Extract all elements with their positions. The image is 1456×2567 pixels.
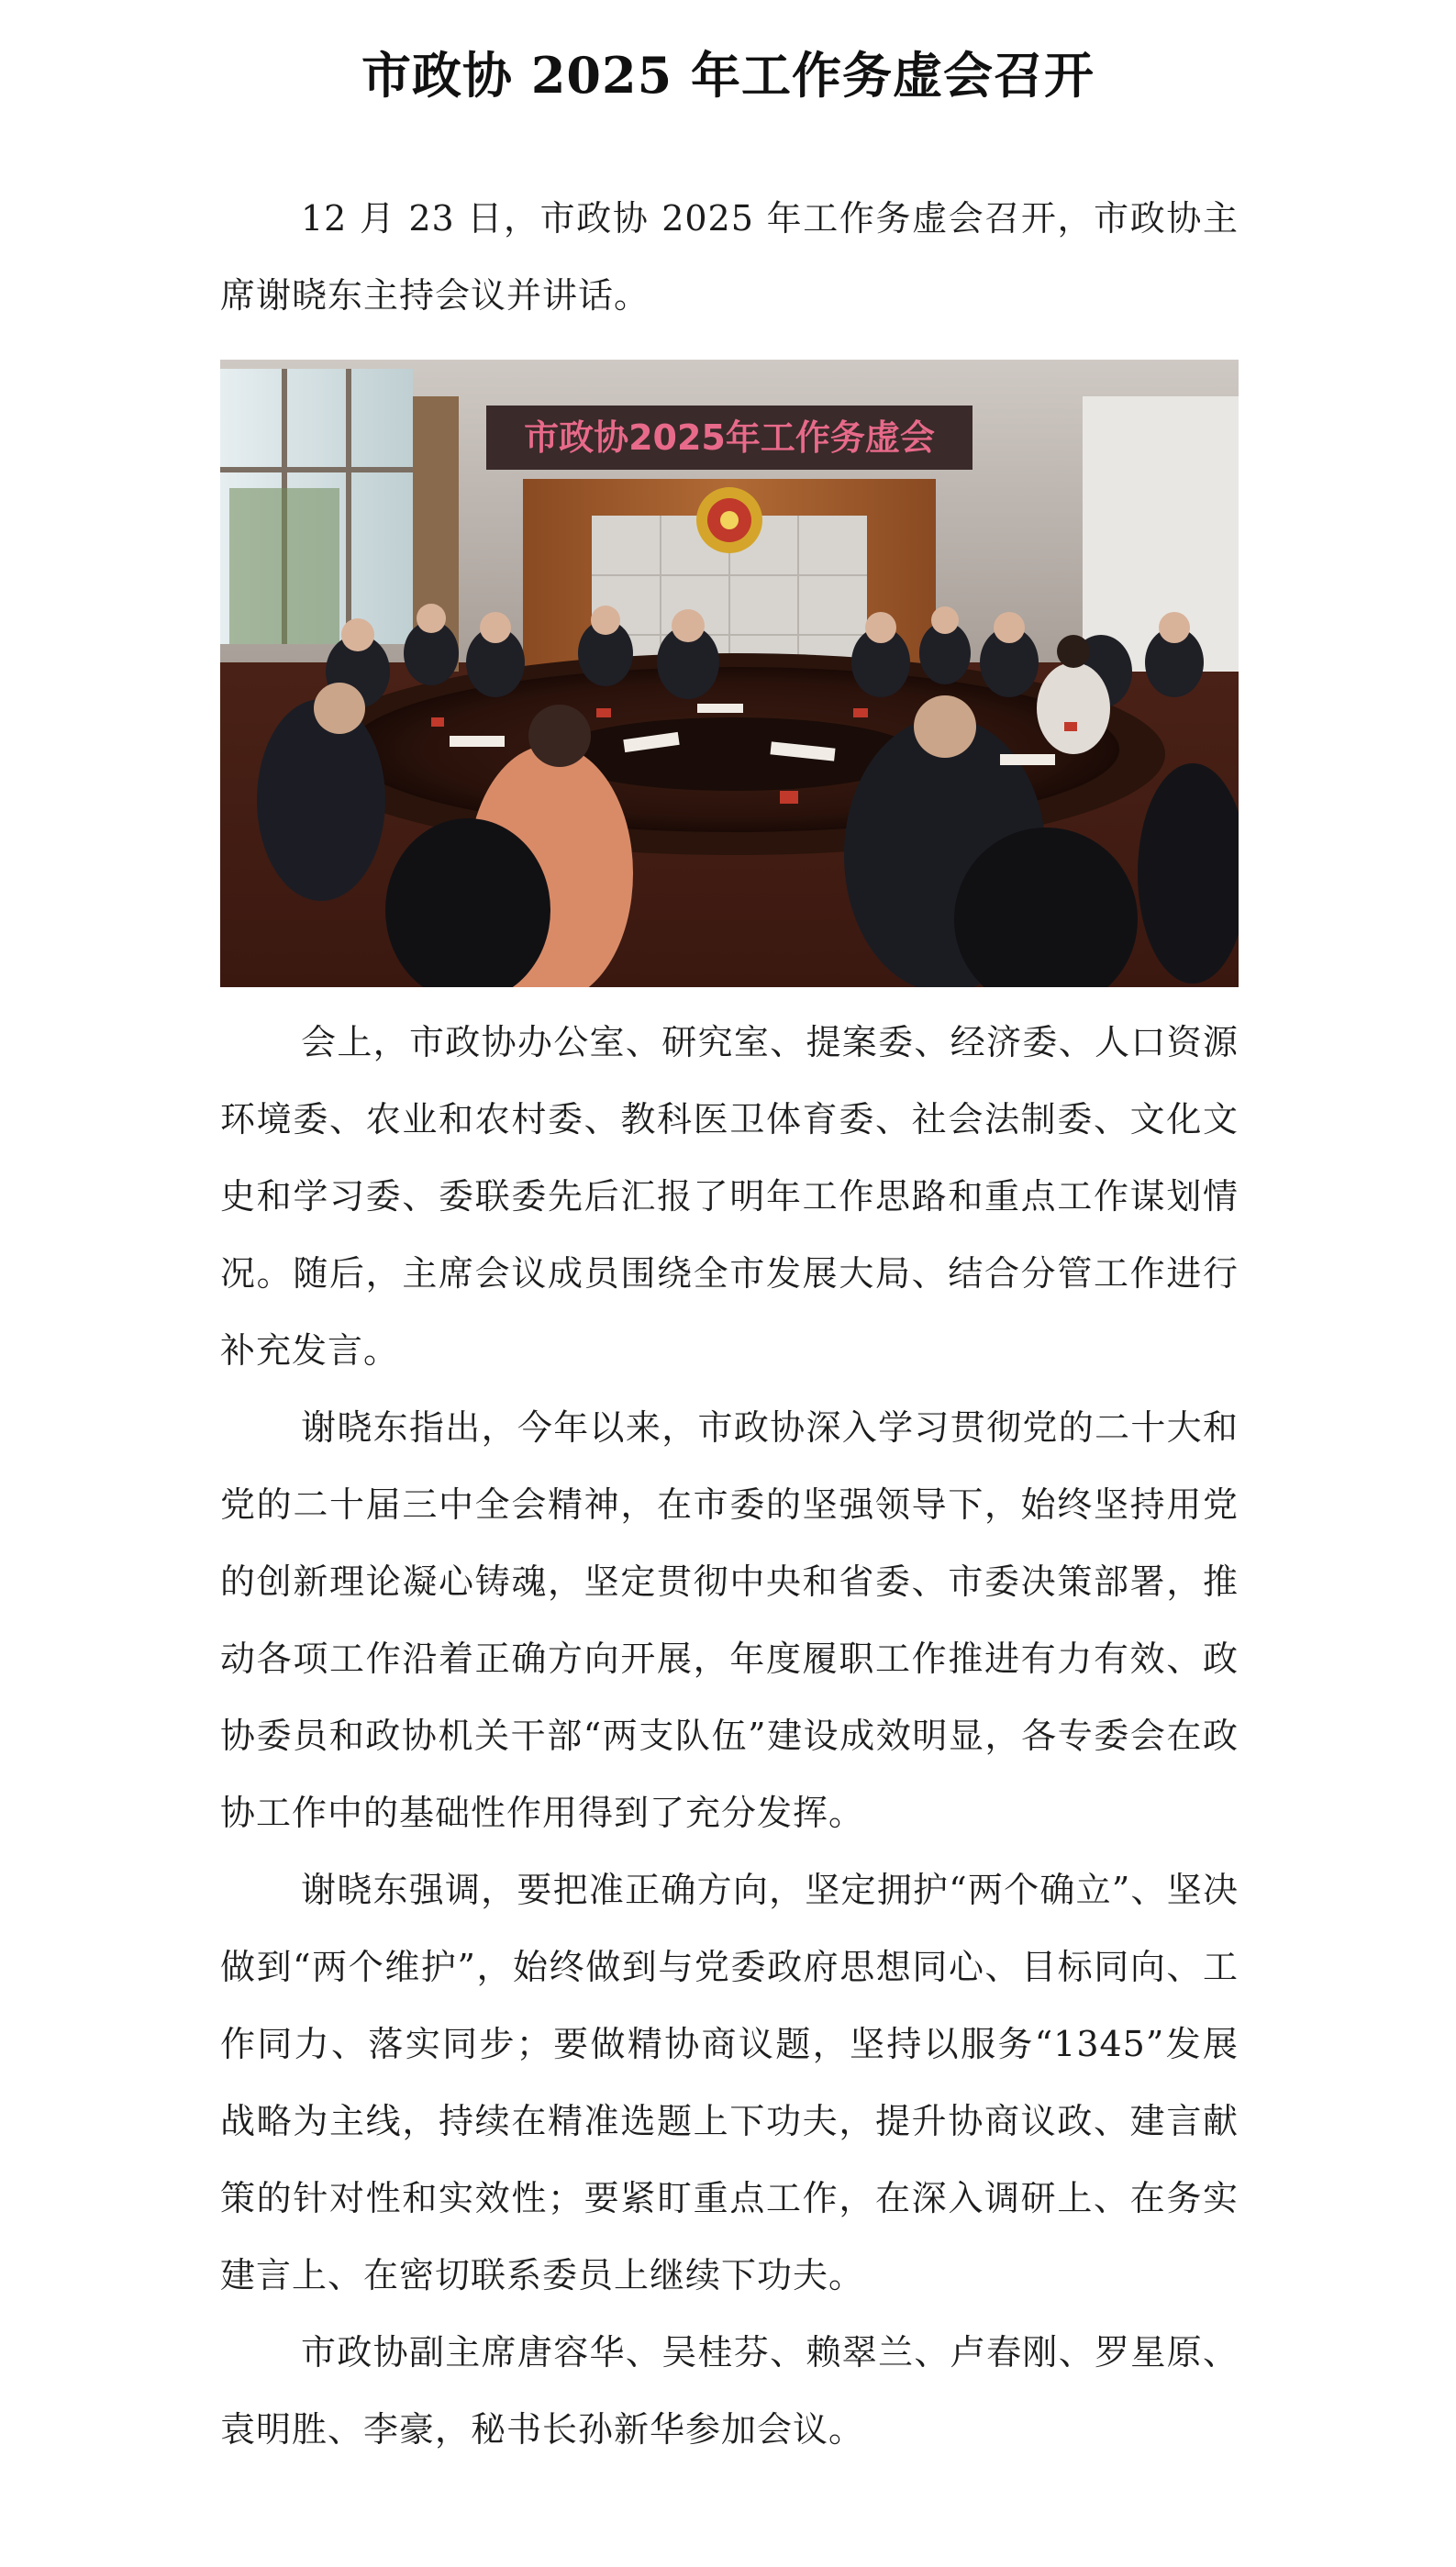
paragraph-reports: 会上，市政协办公室、研究室、提案委、经济委、人口资源环境委、农业和农村委、教科医卫体育委、社会法制委、文化文史和学习委、委联委先后汇报了明年工作思路和重点工作谋划情况。随后，主席会议成员围绕全市发展大局、结合分管工作进行补充发言。	[220, 1022, 1239, 1371]
paragraph-requirements: 谢晓东强调，要把准正确方向，坚定拥护“两个确立”、坚决做到“两个维护”，始终做到与党委政府思想同心、目标同向、工作同力、落实同步；要做精协商议题，坚持以服务“1345”发展战略为主线，持续在精准选题上下功夫，提升协商议政、建言献策的针对性和实效性；要紧盯重点工作，在深入调研上、在务实建言上、在密切联系委员上继续下功夫。	[220, 1870, 1239, 2295]
meeting-photo	[220, 360, 1239, 987]
paragraph-summary: 谢晓东指出，今年以来，市政协深入学习贯彻党的二十大和党的二十届三中全会精神，在市委的坚强领导下，始终坚持用党的创新理论凝心铸魂，坚定贯彻中央和省委、市委决策部署，推动各项工作沿着正确方向开展，年度履职工作推进有力有效、政协委员和政协机关干部“两支队伍”建设成效明显，各专委会在政协工作中的基础性作用得到了充分发挥。	[220, 1407, 1239, 1833]
banner-text: 市政协2025年工作务虚会	[524, 417, 935, 458]
article-body	[220, 180, 1239, 2468]
paragraph-attendees: 市政协副主席唐容华、吴桂芬、赖翠兰、卢春刚、罗星原、袁明胜、李豪，秘书长孙新华参加会议。	[220, 2332, 1239, 2450]
paragraph-intro: 12 月 23 日，市政协 2025 年工作务虚会召开，市政协主席谢晓东主持会议并讲话。	[220, 198, 1239, 316]
article-title: 市政协 2025 年工作务虚会召开	[361, 46, 1095, 106]
